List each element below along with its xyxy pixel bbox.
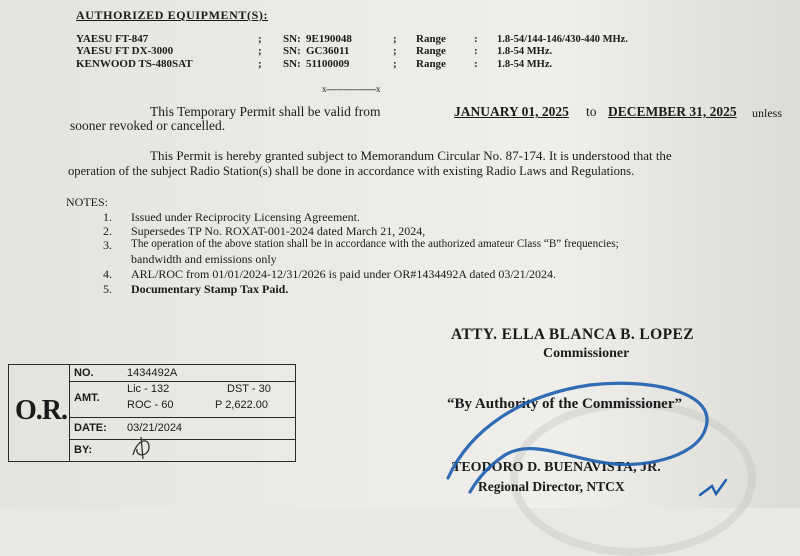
or-lic: Lic - 132 [127, 383, 170, 395]
note-number: 5. [103, 282, 112, 296]
valid-to-date: DECEMBER 31, 2025 [608, 104, 737, 119]
equipment-sep: ; [258, 45, 262, 57]
equipment-header: AUTHORIZED EQUIPMENT(S): [76, 8, 269, 22]
regional-director-name: TEODORO D. BUENAVISTA, JR. [452, 460, 661, 475]
or-row-date [69, 417, 295, 440]
equipment-model: YAESU FT DX-3000 [76, 45, 174, 57]
authority-line: “By Authority of the Commissioner” [447, 396, 682, 412]
equipment-sep: ; [258, 33, 262, 45]
grant-line2: operation of the subject Radio Station(s) shall be done in accordance with existing Radio Laws and Regulations. [68, 164, 635, 178]
note-number: 1. [103, 210, 112, 224]
note-number: 3. [103, 238, 112, 252]
equipment-range-label: Range [416, 58, 446, 70]
validity-line2: sooner revoked or cancelled. [70, 118, 226, 133]
note-text: Issued under Reciprocity Licensing Agreement. [131, 210, 360, 224]
equipment-sn: 9E190048 [306, 33, 352, 45]
note-text: Documentary Stamp Tax Paid. [131, 282, 289, 296]
or-label: O.R. [15, 395, 67, 426]
note-text: The operation of the above station shall be in accordance with the authorized amateur Class “B” frequencies; [131, 238, 619, 250]
equipment-sn-label: SN: [283, 33, 301, 45]
equipment-sep: : [474, 33, 478, 45]
equipment-range-label: Range [416, 45, 446, 57]
equipment-range-label: Range [416, 33, 446, 45]
or-label-cell [9, 365, 70, 461]
note-text: ARL/ROC from 01/01/2024-12/31/2026 is paid under OR#1434492A dated 03/21/2024. [131, 267, 556, 281]
equipment-range: 1.8-54 MHz. [497, 46, 553, 57]
regional-director-title: Regional Director, NTCX [478, 479, 625, 494]
or-initial-signature [127, 435, 157, 461]
note-text: Supersedes TP No. ROXAT-001-2024 dated March 21, 2024, [131, 224, 426, 238]
equipment-sn: GC36011 [306, 45, 350, 57]
validity-prefix: This Temporary Permit shall be valid from [150, 104, 381, 119]
signatory-name: ATTY. ELLA BLANCA B. LOPEZ [451, 326, 694, 343]
or-row-no [69, 365, 295, 382]
equipment-sep: : [474, 58, 478, 70]
note-number: 4. [103, 267, 112, 281]
or-total: P 2,622.00 [215, 399, 269, 411]
notes-label: NOTES: [66, 195, 108, 209]
official-receipt-box [8, 364, 296, 462]
or-no-value: 1434492A [127, 367, 178, 379]
equipment-model: YAESU FT-847 [76, 33, 149, 45]
equipment-range: 1.8-54 MHz. [497, 59, 553, 70]
equipment-sn: 51100009 [306, 58, 350, 70]
separator-line: x--------------------x [322, 84, 380, 94]
note-number: 2. [103, 224, 112, 238]
equipment-sn-label: SN: [283, 45, 301, 57]
or-by-label: BY: [74, 444, 93, 456]
or-roc: ROC - 60 [127, 399, 174, 411]
validity-to: to [586, 104, 597, 119]
equipment-model: KENWOOD TS-480SAT [76, 58, 193, 70]
validity-suffix: unless [752, 106, 782, 120]
equipment-sep: : [474, 45, 478, 57]
note-text-cont: bandwidth and emissions only [131, 252, 277, 266]
or-row-amt [69, 381, 295, 418]
equipment-sep: ; [393, 33, 397, 45]
equipment-range: 1.8-54/144-146/430-440 MHz. [497, 34, 628, 45]
equipment-sn-label: SN: [283, 58, 301, 70]
equipment-sep: ; [393, 45, 397, 57]
or-date-label: DATE: [74, 422, 107, 434]
equipment-sep: ; [258, 58, 262, 70]
grant-line1: This Permit is hereby granted subject to Memorandum Circular No. 87-174. It is understood that the [150, 148, 672, 163]
or-row-by [69, 439, 295, 461]
or-dst: DST - 30 [227, 383, 271, 395]
or-date-value: 03/21/2024 [127, 422, 183, 434]
signatory-title: Commissioner [543, 346, 630, 361]
or-amt-label: AMT. [74, 392, 100, 404]
equipment-sep: ; [393, 58, 397, 70]
valid-from-date: JANUARY 01, 2025 [454, 104, 569, 119]
or-no-label: NO. [74, 367, 94, 379]
